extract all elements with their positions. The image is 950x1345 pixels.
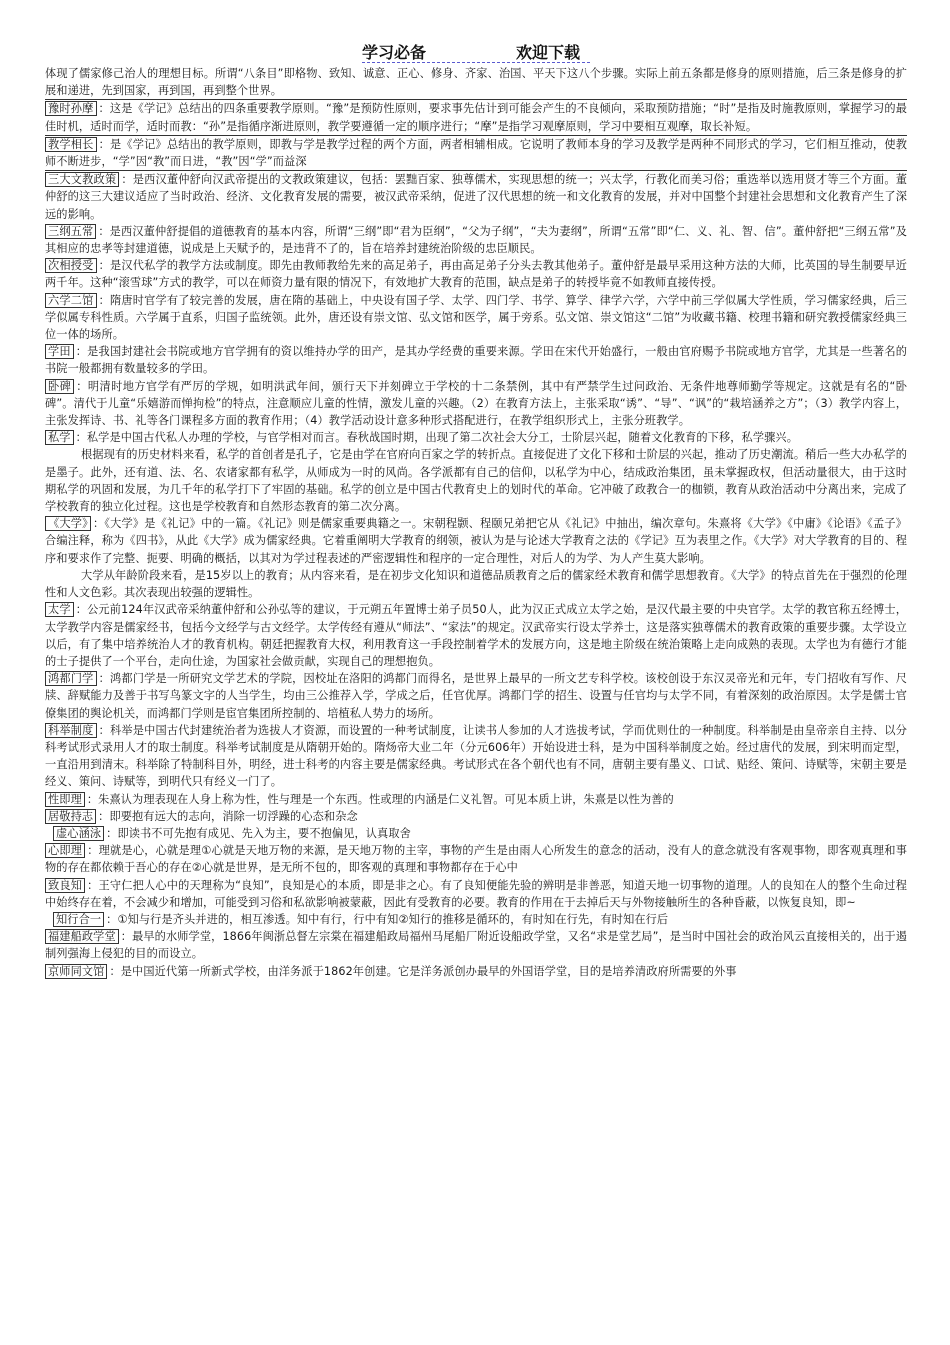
entry-sixue-detail: [45, 446, 907, 515]
entry-xuetian: [45, 343, 907, 377]
term-box: 学田: [45, 344, 74, 359]
term-box: 教学相长: [45, 137, 97, 152]
entry-wobei: [45, 378, 907, 430]
entry-xuxinhanyong: [45, 825, 907, 842]
entry-jujingchizhi: [45, 808, 907, 825]
entry-text: ：即要抱有远大的志向，消除一切浮躁的心态和杂念: [98, 809, 358, 823]
entry-text: ：①知与行是齐头并进的，相互渗透。知中有行，行中有知②知行的推移是循环的，有时知在行先，有时知在行后: [106, 912, 669, 926]
term-box: 《大学》: [45, 516, 91, 531]
entry-text: ：隋唐时官学有了较完善的发展，唐在隋的基础上，中央设有国子学、太学、四门学、书学、算学、律学六学，六学中前三学似属大学性质，学习儒家经典，后三学似属专科性质。六学属于直系，归国子监统领。此外，唐还设有崇文馆、弘文馆和医学，属于旁系。弘文馆、崇文馆这“二馆”为收藏书籍、校理书籍和研究教授儒家经典三位一体的场所。: [45, 293, 907, 342]
entry-text: ：是我国封建社会书院或地方官学拥有的资以维持办学的田产，是其办学经费的重要来源。学田在宋代开始盛行，一般由官府赐予书院或地方官学，尤其是一些著名的书院一般都拥有数量较多的学田。: [45, 345, 907, 376]
entry-text: ：鸿都门学是一所研究文学艺术的学院，因校址在洛阳的鸿都门而得名，是世界上最早的一所文艺专科学校。该校创设于东汉灵帝光和元年，专门招收有写作、尺牍、辞赋能力及善于书写鸟篆文字的人当学生，均由三公推荐入学，学成之后，任官优厚。鸿都门学的招生、设置与任官均与太学不同，有着深刻的政治原因。太学是儒士官僚集团的舆论机关，而鸿都门学则是宦官集团所控制的、培植私人势力的场所。: [45, 672, 907, 720]
entry-xinjili: [45, 842, 907, 876]
term-box: 豫时孙摩: [45, 101, 97, 116]
entry-yushisunmo: [45, 100, 907, 134]
term-box: 虚心涵泳: [53, 826, 104, 841]
term-box: 私学: [45, 430, 74, 445]
entry-text: 体现了儒家修己治人的理想目标。所谓“八条目”即格物、致知、诚意、正心、修身、齐家、治国、平天下这八个步骤。实际上前五条都是修身的原则措施，后三条是修身的扩展和递进，先到国家，再到国，再到整个世界。: [45, 67, 907, 98]
entry-fujianchuanzheng: [45, 928, 907, 962]
entry-text: 大学从年龄阶段来看，是15岁以上的教育；从内容来看，是在初步文化知识和道德品质教育之后的儒家经术教育和儒学思想教育。《大学》的特点首先在于强烈的伦理性和人文色彩。其次表现出较强的逻辑性。: [45, 568, 907, 600]
entry-daxue-book: [45, 515, 907, 567]
entry-text: ：王守仁把人心中的天理称为“良知”，良知是心的本质，即是非之心。有了良知便能先验的辨明是非善恶，知道天地一切事物的道理。人的良知在人的整个生命过程中始终存在着，不会减少和增加，可能受到习俗和私欲影响被蒙蔽，因此有受教育的必要。教育的作用在于去掉后天与外物接触所生的各种昏蔽，以恢复良知，即~: [45, 878, 907, 909]
entry-hongdumenxue: [45, 670, 907, 722]
entry-text: ：明清时地方官学有严厉的学规，如明洪武年间，颁行天下并刻碑立于学校的十二条禁例，其中有严禁学生过问政治、无条件地尊师勤学等规定。这就是有名的“卧碑”。清代于儿童“乐嬉游而惮拘检”的特点，注意顺应儿童的性情，激发儿童的兴趣。（2）在教育方法上，主张采取“诱”、“导”、“讽”的“栽培涵养之方”；（3）教学内容上，主张发挥诗、书、礼等各门课程多方面的教育作用；（4）教学活动设计意多种形式搭配进行，在教学组织形式上，主张分班教学。: [45, 379, 908, 428]
entry-text: ：朱熹认为理表现在人身上称为性，性与理是一个东西。性或理的内涵是仁义礼智。可见本质上讲，朱熹是以性为善的: [86, 792, 674, 806]
entry-jiaoxuexiangzhang: [45, 136, 907, 170]
entry-sixue: [45, 429, 907, 446]
entry-text: ：这是《学记》总结出的四条重要教学原则。“豫”是预防性原则，要求事先估计到可能会产生的不良倾向，采取预防措施；“时”是指及时施教原则，掌握学习的最佳时机，适时而学，适时而教：“孙”是指循序渐进原则，教学要遵循一定的顺序进行；“摩”是指学习观摩原则，学习中要相互观摩，取长补短。: [45, 102, 907, 133]
entry-text: ：是中国近代第一所新式学校，由洋务派于1862年创建。它是洋务派创办最早的外国语学堂，目的是培养清政府所需要的外事: [109, 964, 737, 978]
term-box: 居敬持志: [45, 809, 96, 824]
entry-zhiliangzhi: [45, 877, 907, 911]
term-box: 致良知: [45, 878, 85, 893]
entry-sandawenjiao: [45, 171, 907, 223]
term-box: 太学: [45, 602, 74, 617]
entry-taixue: [45, 601, 907, 670]
term-box: 次相授受: [45, 258, 97, 273]
term-box: 六学二馆: [45, 293, 97, 308]
entry-0: [45, 65, 907, 99]
entry-jingshitongwenguan: [45, 963, 907, 980]
entry-text: ：是西汉董仲舒提倡的道德教育的基本内容，所谓“三纲”即“君为臣纲”，“父为子纲”，“夫为妻纲”，所谓“五常”即“仁、义、礼、智、信”。董仲舒把“三纲五常”及其相应的忠孝等封建道德，说成是上天赋予的，是违背不了的，旨在培养封建统治阶级的忠臣顺民。: [45, 224, 907, 256]
entry-xingjili: [45, 791, 907, 808]
entry-text: ：《大学》是《礼记》中的一篇。《礼记》则是儒家重要典籍之一。宋朝程颢、程颐兄弟把它从《礼记》中抽出，编次章句。朱熹将《大学》《中庸》《论语》《孟子》合编注释，称为《四书》，从此《大学》成为儒家经典。它着重阐明大学教育的纲领，被认为是与论述大学教育之法的《学记》互为表里之作。《大学》对大学教育的目的、程序和要求作了完整、扼要、明确的概括，以其对为学过程表述的严密逻辑性和程序的一定合理性，对后人的为学、为人产生莫大影响。: [45, 517, 908, 565]
entry-text: ：是汉代私学的教学方法或制度。即先由教师教给先来的高足弟子，再由高足弟子分头去教其他弟子。董仲舒是最早采用这种方法的大师，比英国的导生制要早近两千年。这种“滚雪球”方式的教学，可以在师资力量有限的情况下，有效地扩大教育的范围，缺点是弟子的转授毕竟不如教师直接传授。: [45, 259, 907, 290]
document-body: [45, 65, 907, 980]
entry-text: ：是西汉董仲舒向汉武帝提出的文教政策建议，包括：罢黜百家、独尊儒术，实现思想的统一；兴太学，行教化而美习俗；重选举以选用贤才等三个方面。董仲舒的这三大建议适应了当时政治、经济、文化教育发展的需要，被汉武帝采纳，促进了汉代思想的统一和文化教育的发展，并对中国整个封建社会思想和文化教育产生了深远的影响。: [45, 173, 907, 221]
term-box: 知行合一: [53, 912, 104, 927]
entry-liuxueerguan: [45, 292, 907, 344]
entry-kejuzhidu: [45, 722, 907, 791]
term-box: 卧碑: [45, 379, 74, 394]
entry-text: ：理就是心，心就是理①心就是天地万物的来源，是天地万物的主宰，事物的产生是由雨人心所发生的意念的活动，没有人的意念就没有客观事物，即客观真理和事物的存在都依赖于吾心的存在②心就是世界，是无所不包的，即客观的真理和事物都存在于心中: [45, 844, 907, 875]
term-box: 科举制度: [45, 723, 97, 738]
entry-text: ：私学是中国古代私人办理的学校，与官学相对而言。春秋战国时期，出现了第二次社会大分工，士阶层兴起，随着文化教育的下移，私学骤兴。: [75, 431, 798, 445]
term-box: 心即理: [45, 843, 85, 858]
entry-cixiangshoushou: [45, 257, 907, 291]
term-box: 京师同文馆: [45, 964, 107, 979]
entry-text: 根据现有的历史材料来看，私学的首创者是孔子，它是由学在官府向百家之学的转折点。直接促进了文化下移和士阶层的兴起，推动了历史潮流。稍后一些大办私学的是墨子。此外，还有道、法、名、农诸家都有私学，从师成为一时的风尚。各学派都有自己的信仰，以私学为中心，结成政治集团，虽未掌握政权，但活动量很大，由于这时期私学的巩固和发展，为几千年的私学打下了牢固的基础。私学的创立是中国古代教育史上的划时代的革命。它冲破了政教合一的枷锁，教育从政治活动中分离出来，完成了学校教育的独立化过程。这也是学校教育和自然形态教育的第二次分离。: [45, 448, 907, 514]
header-underline: [362, 62, 590, 63]
term-box: 三大文教政策: [45, 172, 119, 187]
entry-text: ：最早的水师学堂，1866年闽浙总督左宗棠在福建船政局福州马尾船厂附近设船政学堂，又名“求是堂艺局”，是当时中国社会的政治风云直接相关的，出于遏制列强海上侵犯的目的而设立。: [45, 930, 907, 961]
term-box: 三纲五常: [45, 224, 96, 239]
entry-sangangwuchang: [45, 223, 907, 257]
header-right-text: 欢迎下载: [516, 43, 581, 62]
entry-daxue-detail: [45, 567, 907, 601]
entry-text: ：即读书不可先抱有成见、先入为主，要不抱偏见，认真取舍: [106, 826, 411, 840]
term-box: 性即理: [45, 792, 85, 807]
page-header: [0, 40, 950, 66]
term-box: 福建船政学堂: [45, 929, 119, 944]
entry-text: ：公元前124年汉武帝采纳董仲舒和公孙弘等的建议，于元朔五年置博士弟子员50人，此为汉正式成立太学之始，是汉代最主要的中央官学。太学的教官称五经博士，太学教学内容是儒家经书，包括今文经学与古文经学。太学传经有遵从“师法”、“家法”的规定。汉武帝实行设太学养士，这是落实独尊儒术的教育政策的重要步骤。太学设立以后，有了集中培养统治人才的教育机构。朝廷把握教育大权，利用教育这一手段控制着学术的发展方向，这是地主阶级在统治策略上走向成熟的表现。太学也为有德行才能的士子提供了一个平台，走向仕途，为国家社会做贡献，实现自己的理想抱负。: [45, 603, 907, 668]
entry-text: ：科举是中国古代封建统治者为选拔人才资源，而设置的一种考试制度，让读书人参加的人才选拔考试，学而优则仕的一种制度。科举制是由皇帝亲自主持、以分科考试形式录用人才的取士制度。科举考试制度是从隋朝开始的。隋炀帝大业二年（分元606年）开始设进士科，是为中国科举制度之始。经过唐代的发展，到宋明而定型，一直沿用到清末。科举除了特制科目外，明经，进士科考的内容主要是儒家经典。考试形式在各个朝代也有不同，唐朝主要有墨义、口试、贴经、策问、诗赋等，宋朝主要是经义、策问、诗赋等，到明代只有经义一门了。: [45, 723, 907, 789]
term-box: 鸿都门学: [45, 671, 97, 686]
entry-text: ：是《学记》总结出的教学原则，即教与学是教学过程的两个方面，两者相辅相成。它说明了教师本身的学习及教学是两种不同形式的学习，它们相互推动，使教师不断进步，“学”因“教”而日进，“教”因“学”而益深: [45, 137, 907, 169]
header-left-text: 学习必备: [362, 43, 427, 62]
entry-zhixingheyi: [45, 911, 907, 928]
